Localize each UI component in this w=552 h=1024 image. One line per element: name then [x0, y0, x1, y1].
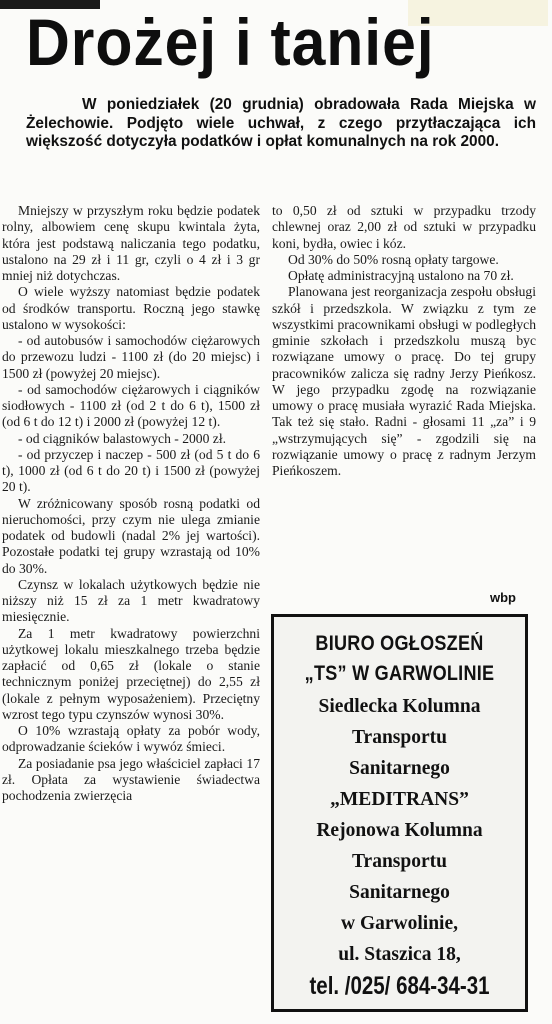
paragraph: - od samochodów ciężarowych i ciągników siodłowych - 1100 zł (od 2 t do 6 t), 1500 zł (od 6 t do 12 t) i 2000 zł (powyżej 12 t). [2, 381, 260, 430]
paragraph: O wiele wyższy natomiast będzie podatek od środków transportu. Roczną jego stawkę ustalono w wysokości: [2, 284, 260, 332]
article-headline: Drożej i taniej [26, 5, 435, 79]
ad-line: w Garwolinie, [341, 913, 458, 934]
paragraph: - od przyczep i naczep - 500 zł (od 5 t do 6 t), 1000 zł (od 6 t do 20 t) i 1500 zł (powyżej 20 t). [2, 446, 260, 495]
ad-title-line: BIURO OGŁOSZEŃ [315, 632, 484, 655]
article-column-1 [2, 203, 260, 804]
ad-line: Rejonowa Kolumna [316, 820, 483, 841]
ad-body [274, 691, 525, 970]
paragraph: W zróżnicowany sposób rosną podatki od nieruchomości, przy czym nie ulega zmianie podatek od budowli (nadal 2% jej wartości). Pozostałe podatki tej grupy wzrastają od 10% do 30%. [2, 495, 260, 576]
paragraph: Za posiadanie psa jego właściciel zapłaci 17 zł. Opłata za wystawienie świadectwa pochodzenia zwierzęcia [2, 755, 260, 803]
ad-line: Sanitarnego [349, 882, 450, 903]
ad-line: Sanitarnego [349, 758, 450, 779]
paragraph: O 10% wzrastają opłaty za pobór wody, odprowadzanie ścieków i wywóz śmieci. [2, 723, 260, 755]
ad-title-line: „TS” W GARWOLINIE [304, 662, 495, 685]
ad-line: ul. Staszica 18, [338, 944, 461, 965]
article-column-2 [272, 203, 536, 479]
advertisement-box [271, 614, 528, 1012]
paragraph: Od 30% do 50% rosną opłaty targowe. [288, 251, 499, 267]
ad-line: Siedlecka Kolumna [318, 696, 481, 717]
paragraph: to 0,50 zł od sztuki w przypadku trzody chlewnej oraz 2,00 zł od sztuki w przypadku koni, bydła, owiec i kóz. [272, 203, 536, 251]
paragraph: Planowana jest reorganizacja zespołu obsługi szkół i przedszkola. W związku z tym ze wszystkimi pracownikami obsługi w podległych gminie szkołach i przedszkolu muszą byc rozwiązane umowy o pracę. Do tej grupy pracowników zalicza się radny Jerzy Pieńkosz. W jego przypadku zgodę na rozwiązanie umowy o pracę musiała wyrazić Rada Miejska. Tak też się stało. Radni - głosami 11 „za” i 9 „wstrzymujących się” - zgodzili się na rozwiązanie umowy o pracę z radnym Jerzym Pieńkoszem. [272, 284, 536, 478]
paragraph: Opłatę administracyjną ustalono na 70 zł. [288, 268, 514, 283]
paragraph: - od ciągników balastowych - 2000 zł. [18, 430, 227, 446]
paragraph: Czynsz w lokalach użytkowych będzie nie niższy niż 15 zł za 1 metr kwadratowy miesięcznie. [2, 576, 260, 625]
ad-phone-number: tel. /025/ 684-34-31 [309, 972, 490, 1000]
paragraph: - od autobusów i samochodów ciężarowych do przewozu ludzi - 1100 zł (do 20 miejsc) i 1500 zł (powyżej 20 miejsc). [2, 333, 260, 381]
article-byline: wbp [490, 590, 516, 605]
paragraph: Mniejszy w przyszłym roku będzie podatek rolny, albowiem cenę skupu kwintala żyta, która jest podstawą naliczania tego podatku, ustalono na 29 zł i 11 gr, czyli o 4 zł i 3 gr mniej niż dotychczas. [2, 203, 260, 283]
ad-line: „MEDITRANS” [330, 789, 469, 810]
article-lead: W poniedziałek (20 grudnia) obradowała Rada Miejska w Żelechowie. Podjęto wiele uchwał, z czego przytłaczająca ich większość dotyczyła podatków i opłat komunalnych na rok 2000. [26, 96, 536, 151]
ad-line: Transportu [352, 727, 447, 748]
ad-title [292, 629, 508, 689]
ad-line: Transportu [352, 851, 447, 872]
paragraph: Za 1 metr kwadratowy powierzchni użytkowej lokalu mieszkalnego trzeba będzie zapłacić od 0,65 zł (lokale o stanie technicznym poniżej przeciętnej) do 2,55 zł (lokale z pełnym wyposażeniem). Przeciętny wzrost tego typu czynszów wynosi 30%. [2, 625, 260, 722]
